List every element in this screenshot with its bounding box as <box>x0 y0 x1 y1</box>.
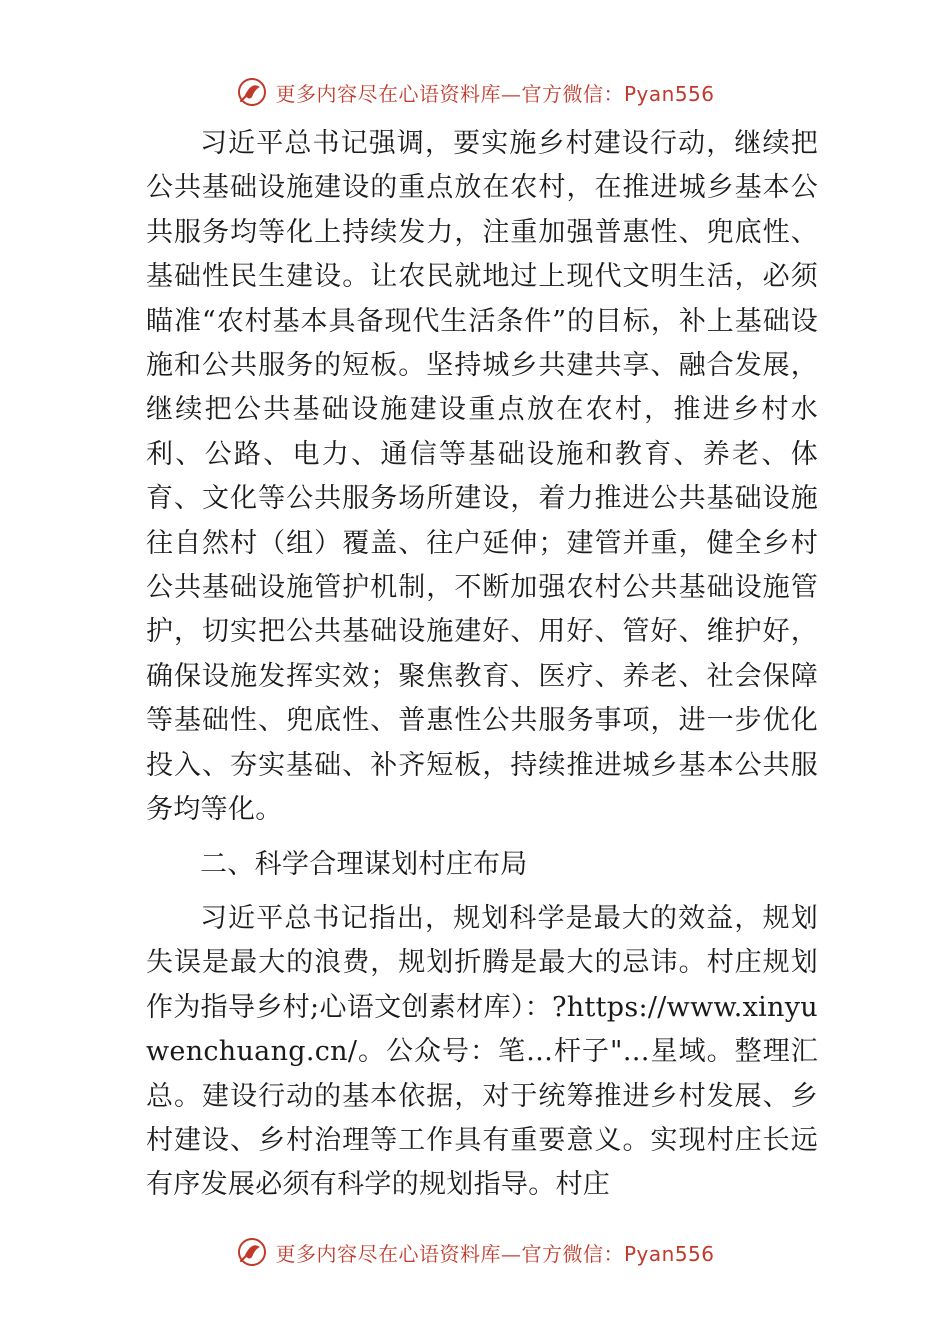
watermark-text: 更多内容尽在心语资料库—官方微信：Pyan556 <box>275 1241 715 1266</box>
footer-watermark <box>0 1232 950 1272</box>
document-body <box>146 122 818 1208</box>
watermark-text: 更多内容尽在心语资料库—官方微信：Pyan556 <box>275 81 715 106</box>
paragraph-2: 习近平总书记指出，规划科学是最大的效益，规划失误是最大的浪费，规划折腾是最大的忌讳。村庄规划作为指导乡村;心语文创素材库）：?https://www.xinyuwenchuang.cn/。公众号：笔…杆子"…星域。整理汇总。建设行动的基本依据，对于统筹推进乡村发展、乡村建设、乡村治理等工作具有重要意义。实现村庄长远有序发展必须有科学的规划指导。村庄 <box>146 902 818 1201</box>
header-watermark <box>0 72 950 112</box>
logo-icon <box>235 1235 269 1269</box>
watermark-id: Pyan556 <box>623 1241 715 1266</box>
logo-icon <box>235 75 269 109</box>
watermark-id: Pyan556 <box>623 81 715 106</box>
paragraph-1: 习近平总书记强调，要实施乡村建设行动，继续把公共基础设施建设的重点放在农村，在推进城乡基本公共服务均等化上持续发力，注重加强普惠性、兜底性、基础性民生建设。让农民就地过上现代文明生活，必须瞄准“农村基本具备现代生活条件”的目标，补上基础设施和公共服务的短板。坚持城乡共建共享、融合发展，继续把公共基础设施建设重点放在农村，推进乡村水利、公路、电力、通信等基础设施和教育、养老、体育、文化等公共服务场所建设，着力推进公共基础设施往自然村（组）覆盖、往户延伸；建管并重，健全乡村公共基础设施管护机制，不断加强农村公共基础设施管护，切实把公共基础设施建好、用好、管好、维护好，确保设施发挥实效；聚焦教育、医疗、养老、社会保障等基础性、兜底性、普惠性公共服务事项，进一步优化投入、夯实基础、补齐短板，持续推进城乡基本公共服务均等化。 <box>146 128 818 826</box>
section-heading: 二、科学合理谋划村庄布局 <box>200 848 528 880</box>
